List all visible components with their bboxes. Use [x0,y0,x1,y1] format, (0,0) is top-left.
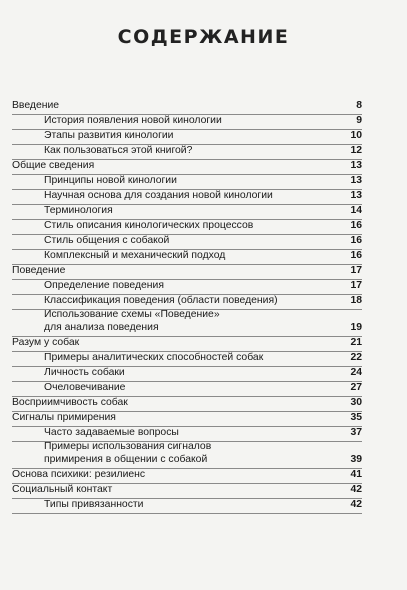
toc-entry-page-number: 19 [350,321,362,333]
toc-entry-title [44,441,211,466]
toc-entry-page-number: 27 [350,381,362,393]
toc-entry[interactable] [12,367,362,382]
toc-entry-title: Введение [12,99,60,111]
toc-entry[interactable] [12,442,362,469]
toc-entry-title: Часто задаваемые вопросы [44,426,179,438]
toc-entry[interactable] [12,130,362,145]
toc-entry[interactable] [12,499,362,514]
toc-entry[interactable] [12,280,362,295]
toc-entry[interactable] [12,427,362,442]
toc-entry-title-line1: Использование схемы «Поведение» [44,309,220,320]
toc-entry-title-line2: для анализа поведения [44,321,159,333]
toc-entry-page-number: 18 [350,294,362,306]
toc-entry[interactable] [12,220,362,235]
toc-entry-title-line1: Примеры использования сигналов [44,441,212,452]
toc-entry-page-number: 42 [350,483,362,495]
toc-entry[interactable] [12,145,362,160]
toc-entry-title: Определение поведения [44,279,164,291]
toc-entry-page-number: 16 [350,234,362,246]
toc-entry-page-number: 21 [350,336,362,348]
toc-entry-title: Восприимчивость собак [12,396,128,408]
toc-entry[interactable] [12,352,362,367]
toc-entry[interactable] [12,160,362,175]
toc-entry-page-number: 16 [350,219,362,231]
toc-entry[interactable] [12,295,362,310]
toc-entry-page-number: 17 [350,264,362,276]
toc-entry-title: Принципы новой кинологии [44,174,177,186]
toc-entry-title: Общие сведения [12,159,95,171]
toc-entry[interactable] [12,235,362,250]
toc-entry-title: Социальный контакт [12,483,113,495]
toc-entry-page-number: 37 [350,426,362,438]
toc-entry-title: Классификация поведения (области поведения) [44,294,278,306]
toc-entry-page-number: 41 [350,468,362,480]
toc-entry-page-number: 12 [350,144,362,156]
toc-entry-title: Поведение [12,264,66,276]
toc-entry[interactable] [12,337,362,352]
toc-entry-title: Примеры аналитических способностей собак [44,351,264,363]
toc-entry[interactable] [12,190,362,205]
toc-entry-title: Основа психики: резилиенс [12,468,146,480]
toc-entry[interactable] [12,397,362,412]
toc-entry[interactable] [12,115,362,130]
toc-entry[interactable] [12,412,362,427]
toc-entry-page-number: 8 [356,99,362,111]
toc-entry-page-number: 42 [350,498,362,510]
toc-entry-page-number: 35 [350,411,362,423]
toc-entry-page-number: 9 [356,114,362,126]
toc-entry-page-number: 39 [350,453,362,465]
toc-entry-page-number: 17 [350,279,362,291]
table-of-contents [12,100,362,514]
toc-entry[interactable] [12,205,362,220]
toc-entry-title: Этапы развития кинологии [44,129,174,141]
toc-entry-title: Личность собаки [44,366,125,378]
toc-entry[interactable] [12,265,362,280]
toc-entry-title: Научная основа для создания новой кинологии [44,189,273,201]
toc-entry[interactable] [12,310,362,337]
toc-entry-page-number: 22 [350,351,362,363]
toc-entry-page-number: 13 [350,159,362,171]
toc-entry-title: История появления новой кинологии [44,114,222,126]
toc-entry-title: Разум у собак [12,336,80,348]
page-title: СОДЕРЖАНИЕ [117,26,290,48]
toc-entry-title: Стиль описания кинологических процессов [44,219,254,231]
toc-entry-title: Сигналы примирения [12,411,116,423]
toc-entry-page-number: 13 [350,174,362,186]
toc-entry-title: Комплексный и механический подход [44,249,226,261]
toc-entry-page-number: 30 [350,396,362,408]
toc-entry-title: Типы привязанности [44,498,144,510]
toc-entry-title-line2: примирения в общении с собакой [44,453,208,465]
toc-entry[interactable] [12,175,362,190]
toc-entry-page-number: 13 [350,189,362,201]
toc-entry-page-number: 24 [350,366,362,378]
toc-entry-title: Стиль общения с собакой [44,234,170,246]
toc-entry[interactable] [12,100,362,115]
toc-entry-title: Терминология [44,204,113,216]
toc-entry[interactable] [12,484,362,499]
toc-entry[interactable] [12,382,362,397]
toc-entry[interactable] [12,469,362,484]
toc-entry-title: Как пользоваться этой книгой? [44,144,193,156]
toc-entry-page-number: 14 [350,204,362,216]
toc-entry-page-number: 10 [350,129,362,141]
toc-entry[interactable] [12,250,362,265]
toc-entry-page-number: 16 [350,249,362,261]
toc-entry-title: Очеловечивание [44,381,126,393]
toc-entry-title [44,309,220,334]
